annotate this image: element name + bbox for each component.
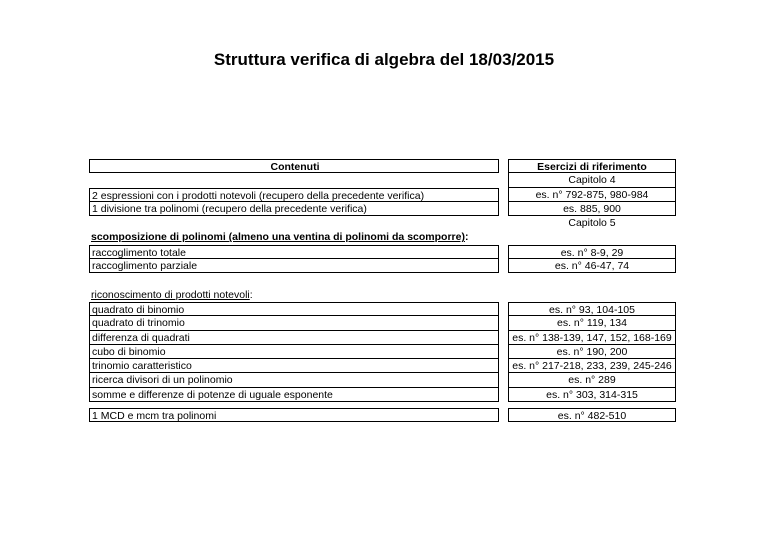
content-cell: somme e differenze di potenze di uguale esponente [89,388,499,402]
table-row [89,202,676,216]
content-cell: quadrato di trinomio [89,316,499,330]
table-row [89,216,676,230]
content-cell: 1 divisione tra polinomi (recupero della precedente verifica) [89,202,499,216]
exercise-cell: es. n° 190, 200 [508,345,676,359]
table-row [89,245,676,259]
header-contenuti: Contenuti [89,159,499,173]
table-row [89,259,676,273]
exercise-cell: es. n° 792-875, 980-984 [508,188,676,202]
table-header-row [89,159,676,173]
exercise-cell: es. n° 138-139, 147, 152, 168-169 [508,331,676,345]
table-row [89,388,676,402]
table-row [89,288,676,302]
exercise-cell: es. n° 119, 134 [508,316,676,330]
content-cell: raccoglimento totale [89,245,499,259]
table-row [89,359,676,373]
exercise-cell: es. n° 93, 104-105 [508,302,676,316]
section-heading-text: riconoscimento di prodotti notevoli [91,288,250,301]
section-heading-text: scomposizione di polinomi (almeno una ventina di polinomi da scomporre) [91,231,465,244]
content-cell: raccoglimento parziale [89,259,499,273]
content-cell: 1 MCD e mcm tra polinomi [89,408,499,422]
exercise-cell: es. n° 303, 314-315 [508,388,676,402]
content-cell [89,216,499,230]
content-cell: trinomio caratteristico [89,359,499,373]
exercise-cell: es. n° 46-47, 74 [508,259,676,273]
section-heading-suffix: : [464,231,469,244]
content-cell: quadrato di binomio [89,302,499,316]
content-cell [89,173,499,187]
table-row [89,373,676,387]
section-heading [89,230,499,244]
table-row [89,316,676,330]
content-cell: differenza di quadrati [89,331,499,345]
exercise-cell: es. n° 8-9, 29 [508,245,676,259]
section-heading [89,288,499,302]
chapter-label: Capitolo 4 [508,173,676,187]
content-cell: cubo di binomio [89,345,499,359]
chapter-label: Capitolo 5 [568,217,616,230]
verification-table [89,159,676,422]
table-row [89,188,676,202]
header-esercizi: Esercizi di riferimento [508,159,676,173]
page-title: Struttura verifica di algebra del 18/03/2015 [213,50,555,69]
table-row [89,331,676,345]
exercise-cell: es. 885, 900 [508,202,676,216]
table-row [89,408,676,422]
exercise-cell: es. n° 482-510 [508,408,676,422]
content-cell: 2 espressioni con i prodotti notevoli (recupero della precedente verifica) [89,188,499,202]
content-cell: ricerca divisori di un polinomio [89,373,499,387]
section-heading-suffix: : [249,288,253,301]
table-row [89,173,676,187]
table-row [89,302,676,316]
exercise-cell: es. n° 217-218, 233, 239, 245-246 [508,359,676,373]
exercise-cell: es. n° 289 [508,373,676,387]
table-row [89,230,676,244]
table-row [89,345,676,359]
